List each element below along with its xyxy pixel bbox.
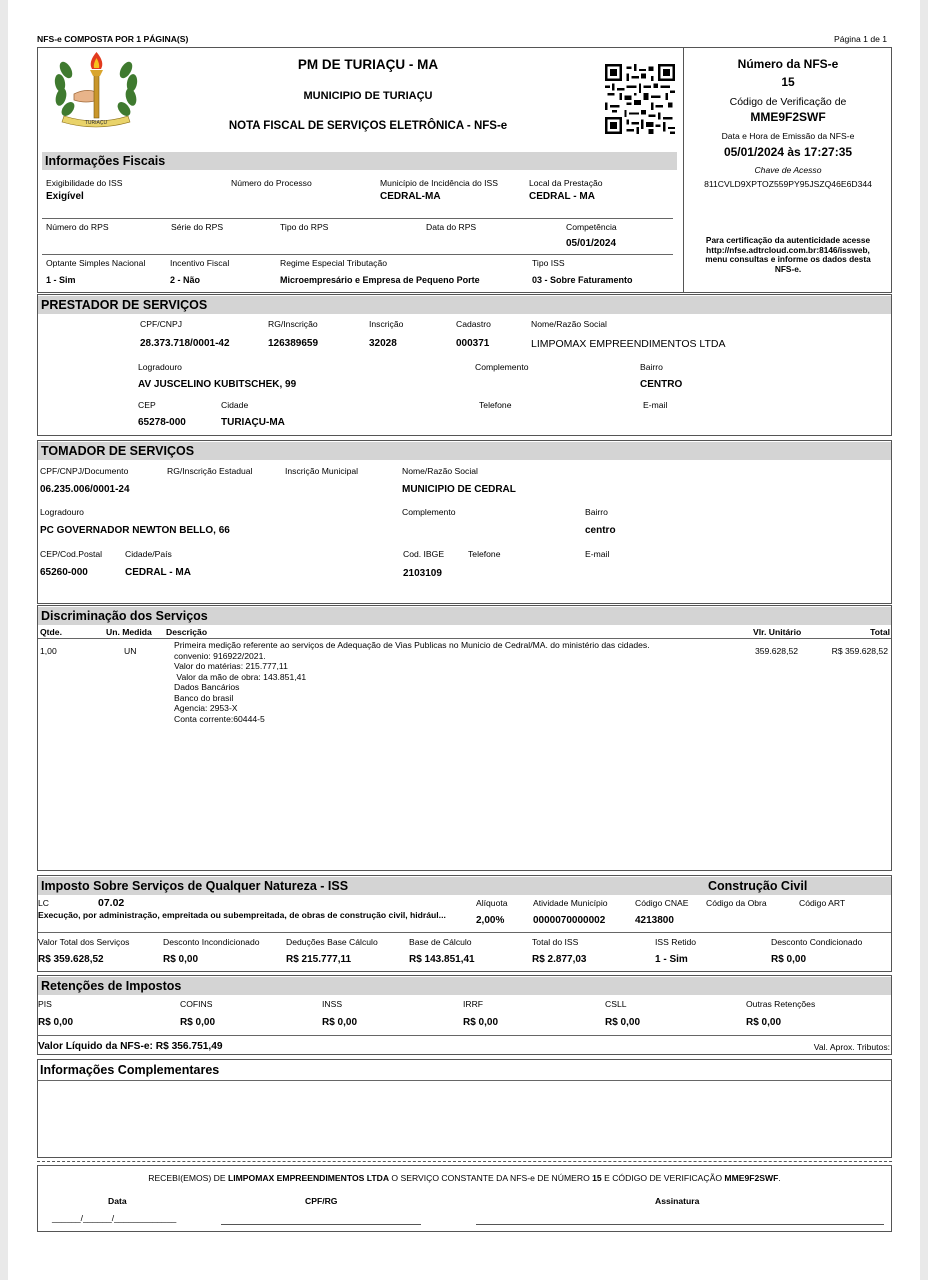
tomador-cidade: CEDRAL - MA bbox=[125, 567, 191, 578]
emission-date-label: Data e Hora de Emissão da NFS-e bbox=[721, 131, 855, 141]
section-complementares: Informações Complementares bbox=[40, 1063, 220, 1077]
prestador-bairro: CENTRO bbox=[640, 379, 683, 390]
base-calculo-label: Base de Cálculo bbox=[409, 937, 472, 947]
tomador-box bbox=[37, 440, 892, 604]
lc-value: 07.02 bbox=[98, 897, 125, 909]
prestador-nome-label: Nome/Razão Social bbox=[531, 319, 607, 329]
exigibilidade-value: Exigível bbox=[46, 191, 84, 202]
construcao-civil-label: Construção Civil bbox=[708, 879, 808, 893]
data-rps-label: Data do RPS bbox=[426, 222, 477, 232]
lc-label: LC bbox=[38, 898, 49, 908]
outras-retencoes-value: R$ 0,00 bbox=[746, 1017, 782, 1028]
tomador-telefone-label: Telefone bbox=[468, 549, 501, 559]
csll-label: CSLL bbox=[605, 999, 627, 1009]
tomador-cidade-label: Cidade/País bbox=[125, 549, 172, 559]
header-municipio: MUNICIPIO DE TURIAÇU bbox=[303, 90, 433, 102]
incentivo-value: 2 - Não bbox=[170, 275, 201, 285]
tomador-nome-label: Nome/Razão Social bbox=[402, 466, 478, 476]
tipo-iss-label: Tipo ISS bbox=[532, 258, 565, 268]
codigo-obra-label: Código da Obra bbox=[706, 898, 767, 908]
tomador-cnpj: 06.235.006/0001-24 bbox=[40, 484, 130, 495]
access-key: 811CVLD9XPTOZ559PY95JSZQ46E6D344 bbox=[704, 179, 872, 189]
recibo-data-label: Data bbox=[108, 1196, 127, 1206]
aliquota-value: 2,00% bbox=[476, 915, 505, 926]
section-tomador: TOMADOR DE SERVIÇOS bbox=[38, 442, 891, 460]
tomador-bairro: centro bbox=[585, 525, 616, 536]
valor-total-servicos-label: Valor Total dos Serviços bbox=[38, 937, 130, 947]
tomador-ibge-label: Cod. IBGE bbox=[403, 549, 445, 559]
recibo-assinatura-label: Assinatura bbox=[655, 1196, 700, 1206]
desconto-incondicionado: R$ 0,00 bbox=[163, 954, 199, 965]
lc-description: Execução, por administração, empreitada ou subempreitada, de obras de construção civil, hidrául... bbox=[38, 910, 446, 920]
regime-label: Regime Especial Tributação bbox=[280, 258, 387, 268]
tomador-bairro-label: Bairro bbox=[585, 507, 608, 517]
inss-label: INSS bbox=[322, 999, 343, 1009]
valor-total-servicos: R$ 359.628,52 bbox=[38, 954, 104, 965]
nfse-document bbox=[8, 0, 920, 1280]
header-pm: PM DE TURIAÇU - MA bbox=[297, 57, 439, 72]
page-number: Página 1 de 1 bbox=[834, 34, 888, 44]
total-iss-label: Total do ISS bbox=[532, 937, 579, 947]
recibo-text: RECEBI(EMOS) DE LIMPOMAX EMPREENDIMENTOS LTDA O SERVIÇO CONSTANTE DA NFS-e DE NÚMERO 15 E CÓDIGO DE VERIFICAÇÃO MME9F2SWF. bbox=[148, 1173, 781, 1183]
cut-line bbox=[37, 1161, 892, 1162]
col-descricao: Descrição bbox=[166, 627, 208, 637]
prestador-cep-label: CEP bbox=[138, 400, 156, 410]
prestador-cadastro-label: Cadastro bbox=[456, 319, 491, 329]
item-descricao: Primeira medição referente ao serviços de Adequação de Vias Publicas no Municio de Cedral/MA. do ministério das cidades. convenio: 916922/2021. Valor do matérias: 215.777,11 Valor da mão de obra: 143.851,41 Dados Bancários Banco do brasil Agencia: 2953-X Conta corrente:60444-5 bbox=[174, 640, 650, 724]
desconto-condicionado-label: Desconto Condicionado bbox=[771, 937, 863, 947]
pis-value: R$ 0,00 bbox=[38, 1017, 74, 1028]
exigibilidade-label: Exigibilidade do ISS bbox=[46, 178, 123, 188]
regime-value: Microempresário e Empresa de Pequeno Porte bbox=[280, 275, 480, 285]
tomador-ibge: 2103109 bbox=[403, 568, 442, 579]
desconto-incondicionado-label: Desconto Incondicionado bbox=[163, 937, 260, 947]
total-iss: R$ 2.877,03 bbox=[532, 954, 587, 965]
prestador-nome: LIMPOMAX EMPREENDIMENTOS LTDA bbox=[531, 338, 726, 350]
item-qtde: 1,00 bbox=[40, 646, 57, 656]
prestador-cnpj: 28.373.718/0001-42 bbox=[140, 338, 230, 349]
pis-label: PIS bbox=[38, 999, 52, 1009]
tomador-cep: 65260-000 bbox=[40, 567, 88, 578]
tomador-logradouro: PC GOVERNADOR NEWTON BELLO, 66 bbox=[40, 525, 230, 536]
iss-retido-label: ISS Retido bbox=[655, 937, 697, 947]
section-iss: Imposto Sobre Serviços de Qualquer Natureza - ISS bbox=[38, 877, 891, 895]
irrf-label: IRRF bbox=[463, 999, 484, 1009]
prestador-email-label: E-mail bbox=[643, 400, 668, 410]
prestador-rg-label: RG/Inscrição bbox=[268, 319, 318, 329]
rps-label: Número do RPS bbox=[46, 222, 109, 232]
tomador-complemento-label: Complemento bbox=[402, 507, 456, 517]
iss-retido: 1 - Sim bbox=[655, 954, 688, 965]
verification-code: MME9F2SWF bbox=[750, 110, 826, 124]
serie-rps-label: Série do RPS bbox=[171, 222, 224, 232]
cofins-label: COFINS bbox=[180, 999, 213, 1009]
item-un: UN bbox=[124, 646, 137, 656]
section-discriminacao: Discriminação dos Serviços bbox=[38, 607, 891, 625]
cnae-value: 4213800 bbox=[635, 915, 674, 926]
csll-value: R$ 0,00 bbox=[605, 1017, 641, 1028]
municipio-incidencia-value: CEDRAL-MA bbox=[380, 191, 441, 202]
tomador-nome: MUNICIPIO DE CEDRAL bbox=[402, 484, 516, 495]
section-informacoes-fiscais: Informações Fiscais bbox=[42, 152, 677, 170]
col-un-medida: Un. Medida bbox=[106, 627, 152, 637]
local-prestacao-value: CEDRAL - MA bbox=[529, 191, 595, 202]
optante-value: 1 - Sim bbox=[46, 275, 76, 285]
cnae-label: Código CNAE bbox=[635, 898, 689, 908]
access-key-label: Chave de Acesso bbox=[754, 165, 822, 175]
local-prestacao-label: Local da Prestação bbox=[529, 178, 603, 188]
deducoes: R$ 215.777,11 bbox=[286, 954, 352, 965]
valor-liquido: Valor Líquido da NFS-e: R$ 356.751,49 bbox=[38, 1041, 223, 1052]
prestador-cep: 65278-000 bbox=[138, 417, 186, 428]
section-prestador: PRESTADOR DE SERVIÇOS bbox=[38, 296, 891, 314]
tipo-rps-label: Tipo do RPS bbox=[280, 222, 329, 232]
prestador-logradouro: AV JUSCELINO KUBITSCHEK, 99 bbox=[138, 379, 297, 390]
nfse-number: 15 bbox=[781, 75, 795, 89]
desconto-condicionado: R$ 0,00 bbox=[771, 954, 807, 965]
recibo-data-field: ______/______/_____________ bbox=[52, 1213, 177, 1223]
prestador-cidade: TURIAÇU-MA bbox=[221, 417, 285, 428]
composta-text: NFS-e COMPOSTA POR 1 PÁGINA(S) bbox=[37, 34, 189, 44]
incentivo-label: Incentivo Fiscal bbox=[170, 258, 230, 268]
recibo-cpf-field bbox=[221, 1224, 421, 1225]
col-valor-unitario: Vlr. Unitário bbox=[753, 627, 802, 637]
deducoes-label: Deduções Base Cálculo bbox=[286, 937, 378, 947]
cofins-value: R$ 0,00 bbox=[180, 1017, 216, 1028]
svg-text:TURIAÇU: TURIAÇU bbox=[84, 120, 108, 126]
municipio-incidencia-label: Município de Incidência do ISS bbox=[380, 178, 498, 188]
competencia-value: 05/01/2024 bbox=[566, 238, 617, 249]
prestador-inscricao-label: Inscrição bbox=[369, 319, 404, 329]
inss-value: R$ 0,00 bbox=[322, 1017, 358, 1028]
prestador-cadastro: 000371 bbox=[456, 338, 490, 349]
recibo-cpf-label: CPF/RG bbox=[305, 1196, 338, 1206]
valor-aprox-tributos-label: Val. Aprox. Tributos: bbox=[813, 1042, 890, 1052]
aliquota-label: Alíquota bbox=[476, 898, 508, 908]
col-total: Total bbox=[870, 627, 890, 637]
processo-label: Número do Processo bbox=[231, 178, 312, 188]
tipo-iss-value: 03 - Sobre Faturamento bbox=[532, 275, 633, 285]
outras-retencoes-label: Outras Retenções bbox=[746, 999, 816, 1009]
tomador-email-label: E-mail bbox=[585, 549, 610, 559]
irrf-value: R$ 0,00 bbox=[463, 1017, 499, 1028]
nfse-number-label: Número da NFS-e bbox=[737, 57, 839, 71]
prestador-bairro-label: Bairro bbox=[640, 362, 663, 372]
prestador-logradouro-label: Logradouro bbox=[138, 362, 182, 372]
item-valor-unitario: 359.628,52 bbox=[755, 646, 799, 656]
atividade-value: 0000070000002 bbox=[533, 915, 606, 926]
section-retencoes: Retenções de Impostos bbox=[38, 977, 891, 995]
tomador-im-label: Inscrição Municipal bbox=[285, 466, 359, 476]
header-nota: NOTA FISCAL DE SERVIÇOS ELETRÔNICA - NFS-e bbox=[228, 120, 508, 132]
prestador-cnpj-label: CPF/CNPJ bbox=[140, 319, 183, 329]
recibo-assinatura-field bbox=[476, 1224, 884, 1225]
certification-note: Para certificação da autenticidade acesse http://nfse.adtrcloud.com.br:8146/issweb, menu consultas e informe os dados desta NFS-e. bbox=[705, 235, 871, 274]
competencia-label: Competência bbox=[566, 222, 617, 232]
prestador-inscricao: 32028 bbox=[369, 338, 397, 349]
tomador-rg-label: RG/Inscrição Estadual bbox=[167, 466, 253, 476]
tomador-cep-label: CEP/Cod.Postal bbox=[40, 549, 103, 559]
optante-label: Optante Simples Nacional bbox=[46, 258, 146, 268]
prestador-complemento-label: Complemento bbox=[475, 362, 529, 372]
verification-code-label: Código de Verificação de bbox=[729, 96, 847, 108]
coat-of-arms-icon bbox=[46, 50, 146, 130]
prestador-rg: 126389659 bbox=[268, 338, 319, 349]
base-calculo: R$ 143.851,41 bbox=[409, 954, 475, 965]
emission-date: 05/01/2024 às 17:27:35 bbox=[723, 145, 853, 159]
col-qtde: Qtde. bbox=[40, 627, 62, 637]
atividade-label: Atividade Município bbox=[533, 898, 608, 908]
tomador-logradouro-label: Logradouro bbox=[40, 507, 84, 517]
prestador-cidade-label: Cidade bbox=[221, 400, 249, 410]
prestador-telefone-label: Telefone bbox=[479, 400, 512, 410]
tomador-cnpj-label: CPF/CNPJ/Documento bbox=[40, 466, 129, 476]
qr-code-icon bbox=[605, 64, 675, 134]
codigo-art-label: Código ART bbox=[799, 898, 846, 908]
item-total: R$ 359.628,52 bbox=[831, 646, 888, 656]
